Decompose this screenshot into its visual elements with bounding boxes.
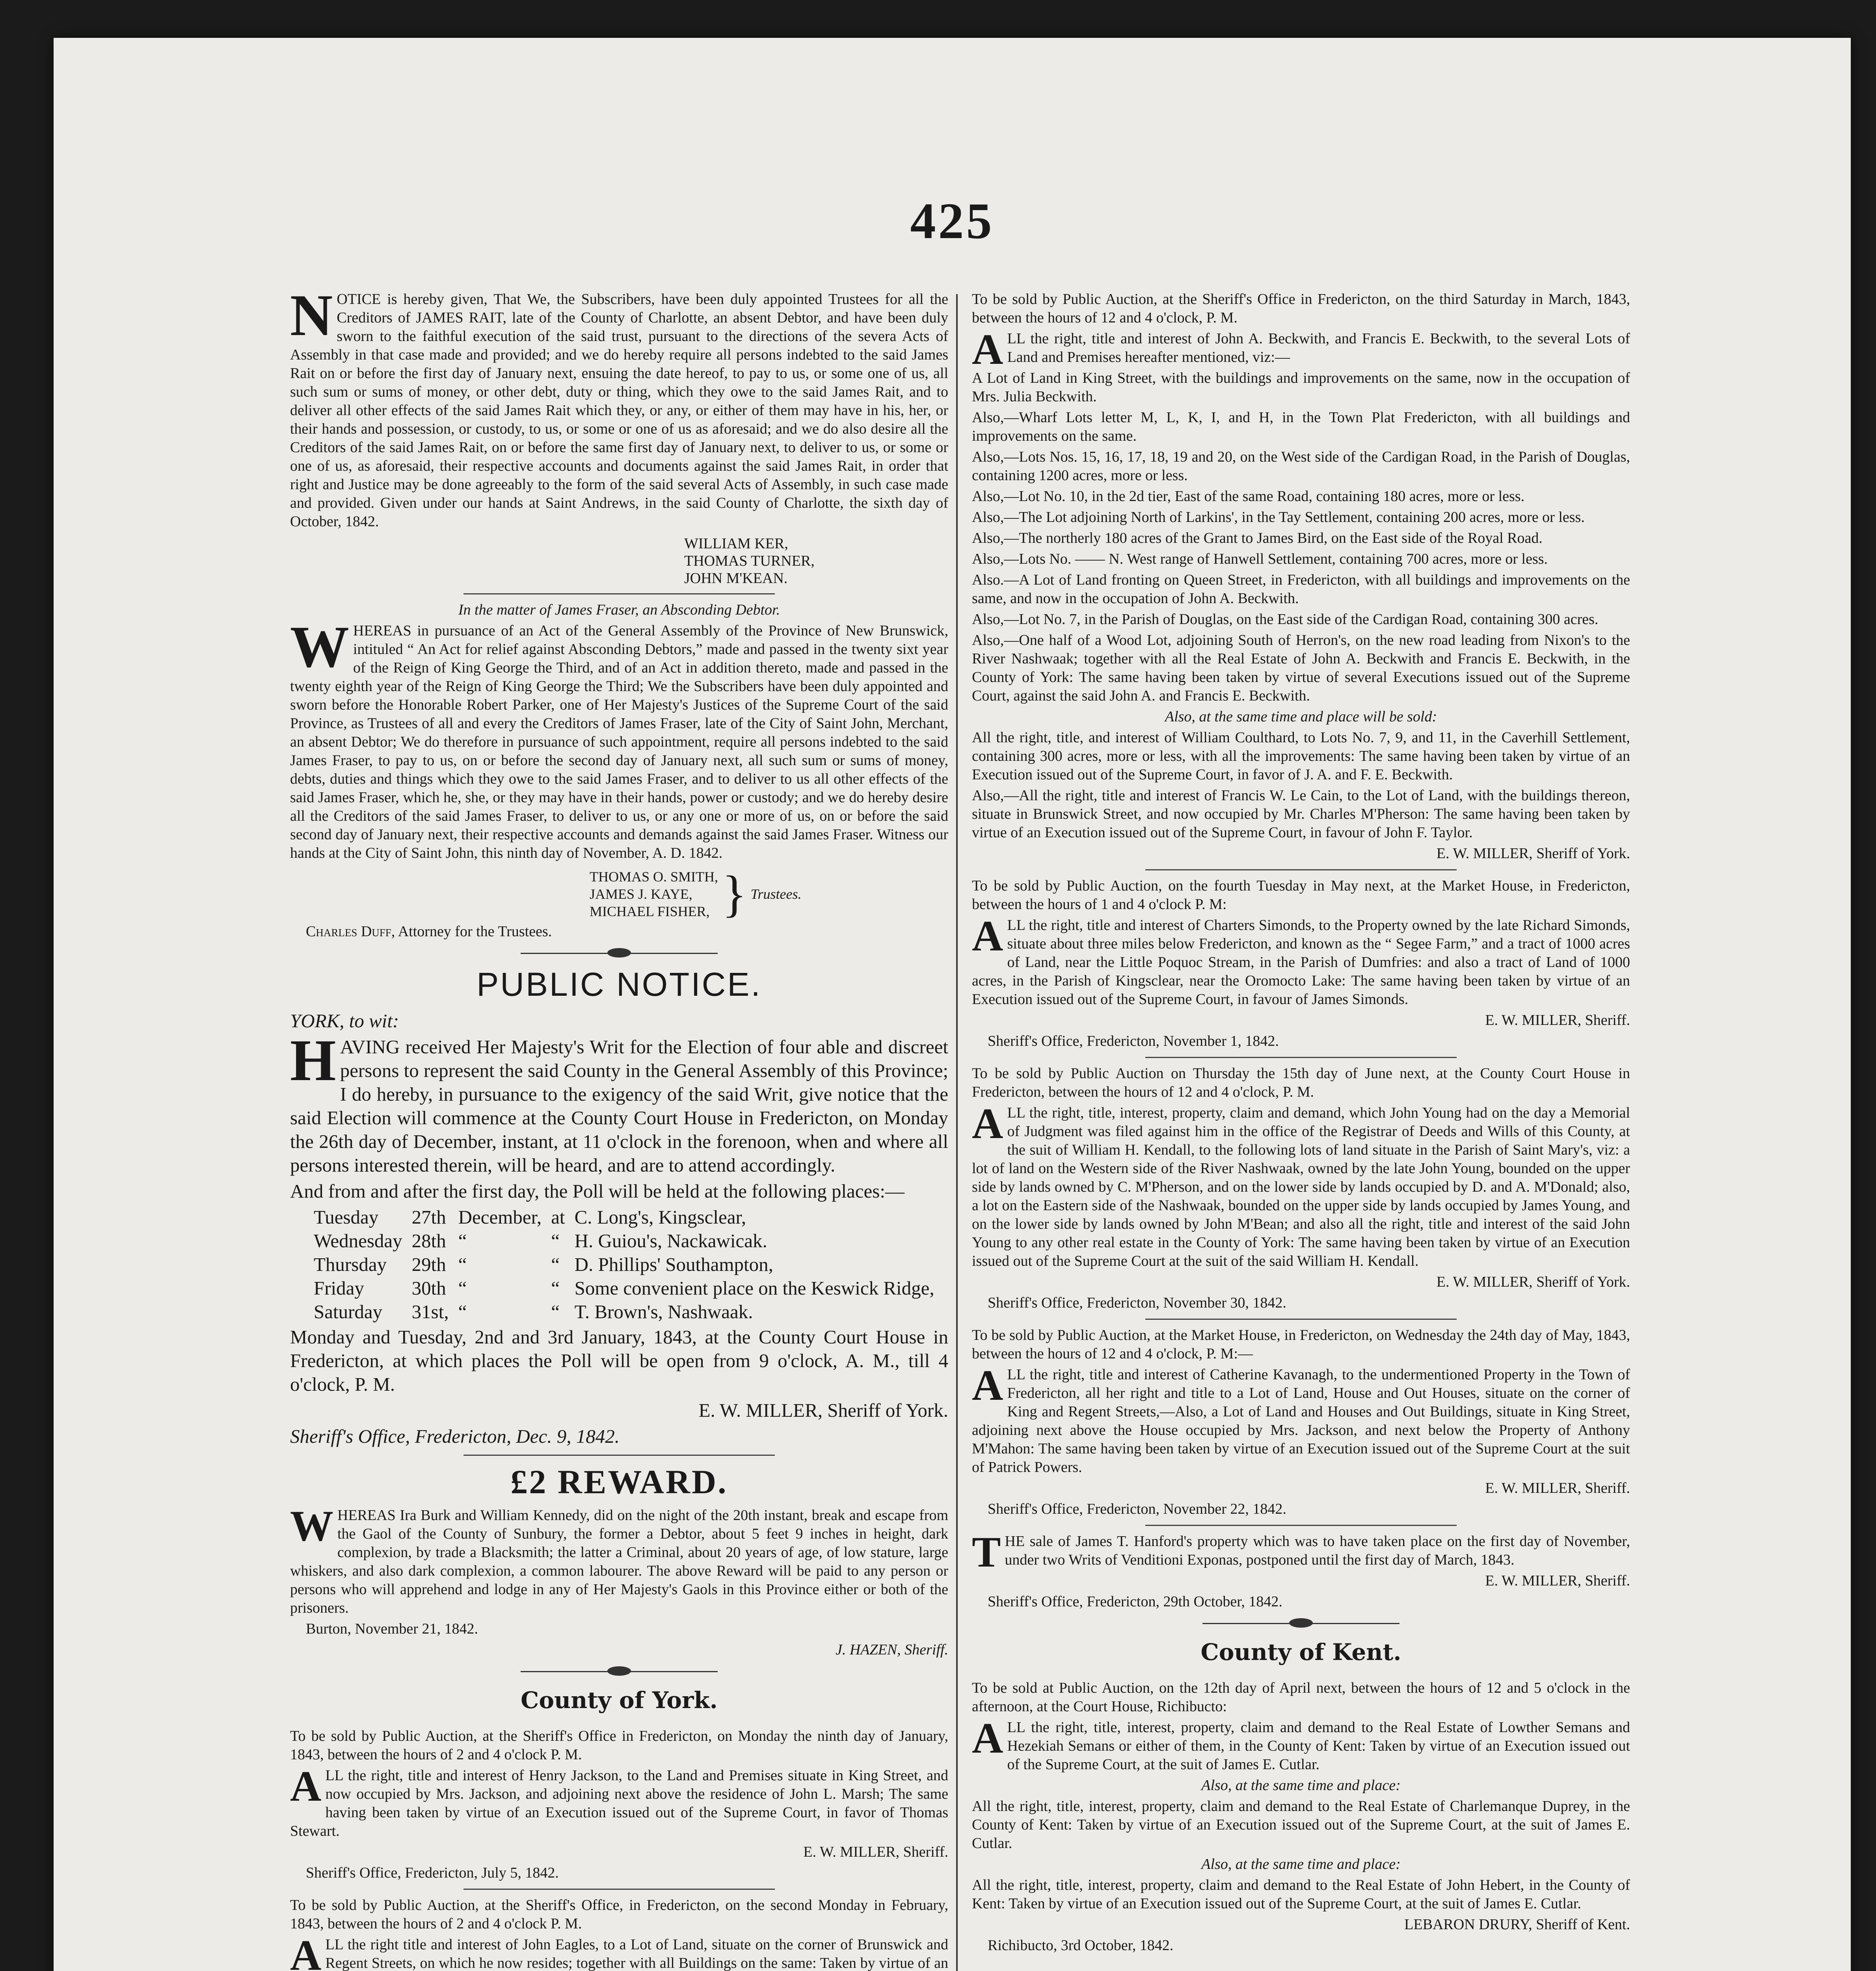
divider — [1145, 1319, 1457, 1320]
reward-body: HEREAS Ira Burk and William Kennedy, did on the night of the 20th instant, break and escape from the Gaol of the County of Sunbury, the former a Debtor, about 5 feet 9 inches in height, dark complexion, by trade a Blacksmith; the latter a Criminal, about 20 years of age, of low stature, large whiskers, and also dark complexion, a common labourer. The above Reward will be paid to any person or persons who will apprehend and lodge in any of Her Majesty's Gaols in this Province either or both of the prisoners. — [290, 1507, 948, 1616]
young-intro: To be sold by Public Auction on Thursday the 15th day of June next, at the County Court House in Fredericton, between the hours of 12 and 4 o'clock, P. M. — [972, 1065, 1630, 1100]
beckwith-item: Also,—The Lot adjoining North of Larkins', in the Tay Settlement, containing 200 acres, more or less. — [972, 509, 1585, 525]
hanford-dated: Sheriff's Office, Fredericton, 29th October, 1842. — [988, 1593, 1282, 1610]
jackson-intro: To be sold by Public Auction, at the Sheriff's Office in Fredericton, on Monday the ninth day of January, 1843, between the hours of 2 and 4 o'clock P. M. — [290, 1728, 948, 1763]
divider — [1145, 869, 1457, 870]
beckwith-item: Also,—Lots No. —— N. West range of Hanwell Settlement, containing 700 acres, more or less. — [972, 551, 1548, 567]
public-notice-title: PUBLIC NOTICE. — [476, 966, 762, 1003]
simonds-intro: To be sold by Public Auction, on the fourth Tuesday in May next, at the Market House, in Fredericton, between the hours of 1 and 4 o'clock P. M: — [972, 877, 1630, 913]
public-notice-body: AVING received Her Majesty's Writ for the Election of four able and discreet persons to represent the said County in the General Assembly of this Province; I do hereby, in pursuance to the exigency of the said Writ, give notice that the said Election will commence at the County Court House in Fredericton, on Monday the 26th day of December, instant, at 11 o'clock in the forenoon, when and where all persons interested therein, will be heard, and are to attend accordingly. — [290, 1036, 948, 1176]
lecain-item: Also,—All the right, title and interest of Francis W. Le Cain, to the Lot of Land, with the buildings thereon, situate in Brunswick Street, and now occupied by Mr. Charles M'Pherson: The same having been taken by virtue of an Execution issued out of the Supreme Court, in favour of John F. Taylor. — [972, 787, 1630, 841]
kavanagh-body: LL the right, title and interest of Catherine Kavanagh, to the undermentioned Property in the Town of Fredericton, all her right and title to a Lot of Land, House and Out Houses, situate on the corner of King and Regent Streets,—Also, a Lot of Land and Houses and Out Buildings, situate in King Street, adjoining next above the House occupied by Mrs. Jackson, and next below the Property of Anthony M'Mahon: The same having been taken by virtue of an Execution issued out of the Supreme Court at the suit of Patrick Powers. — [972, 1366, 1630, 1475]
hebert-item: All the right, title, interest, property, claim and demand to the Real Estate of John Hebert, in the County of Kent: Taken by virtue of an Execution issued out of the Supreme Court, at the suit of James E. Cutlar. — [972, 1877, 1630, 1912]
drop-cap: W — [290, 614, 349, 680]
column-rule — [956, 294, 958, 1971]
kavanagh-signature: E. W. MILLER, Sheriff. — [1485, 1480, 1630, 1496]
poll-row: Saturday 31st, “ “ T. Brown's, Nashwaak. — [314, 1301, 753, 1323]
public-notice — [290, 965, 948, 1448]
trustees-block — [590, 868, 948, 920]
brace: } — [722, 866, 747, 922]
divider — [463, 1455, 775, 1456]
signature-line: WILLIAM KER, — [684, 535, 788, 552]
young-body: LL the right, title, interest, property, claim and demand, which John Young had on the day a Memorial of Judgment was filed against him in the office of the Registrar of Deeds and Wills of this County, at the suit of William H. Kendall, to the following lots of land situate in the Parish of Saint Mary's, viz: a lot of land on the Western side of the River Nashwaak, owned by the late John Young, bounded on the upper side by lands owned by C. M'Pherson, and on the lower side by lands occupied by D. and A. M'Donald; also, a lot on the Eastern side of the Nashwaak, bounded on the upper side by lands occupied by James Young, and on the lower side by lands owned by John M'Bean; and also all the right, title and interest of the said John Young to any other real estate in the County of York: The same having been taken by virtue of an Execution issued out of the Supreme Court at the suit of the said William H. Kendall. — [972, 1105, 1630, 1269]
divider — [463, 593, 775, 594]
drop-cap: T — [972, 1528, 1001, 1576]
attorney-name: Charles Duff — [306, 923, 391, 940]
reward-signature: J. HAZEN, Sheriff. — [835, 1641, 948, 1658]
rait-signatures — [684, 535, 948, 587]
poll-row: Friday 30th “ “ Some convenient place on the Keswick Ridge, — [314, 1277, 934, 1299]
drop-cap: H — [290, 1028, 336, 1093]
beckwith-item: Also,—The northerly 180 acres of the Grant to James Bird, on the East side of the Royal Road. — [972, 530, 1543, 546]
ornament-divider — [1202, 1617, 1400, 1629]
trustee-name: MICHAEL FISHER, — [590, 904, 710, 919]
kent-section — [972, 1639, 1630, 1955]
rait-notice — [290, 290, 948, 587]
hanford-signature: E. W. MILLER, Sheriff. — [1485, 1572, 1630, 1589]
trustees-label: Trustees. — [750, 886, 802, 902]
simonds-body: LL the right, title and interest of Charters Simonds, to the Property owned by the late Richard Simonds, situate about three miles below Fredericton, and known as the “ Segee Farm,” and a tract of 1000 acres of Land, near the Little Poquoc Stream, in the Parish of Dumfries: and also a tract of Land of 1000 acres, in the Parish of Kingsclear, near the Oromocto Lake: The same having been taken by virtue of an Execution issued out of the Supreme Court, in favour of James Simonds. — [972, 917, 1630, 1008]
drop-cap: A — [290, 1931, 322, 1971]
kent-intro: To be sold at Public Auction, on the 12th day of April next, between the hours of 12 and 5 o'clock in the afternoon, at the Court House, Richibucto: — [972, 1680, 1630, 1715]
beckwith-notice — [972, 290, 1630, 863]
beckwith-item: Also,—Lots Nos. 15, 16, 17, 18, 19 and 20, on the West side of the Cardigan Road, in the Parish of Douglas, containing 1200 acres, more or less. — [972, 449, 1630, 484]
reward-notice — [290, 1462, 948, 1659]
poll-intro: And from and after the first day, the Poll will be held at the following places:— — [290, 1180, 904, 1202]
jackson-signature: E. W. MILLER, Sheriff. — [803, 1844, 948, 1860]
kent-body: LL the right, title, interest, property, claim and demand to the Real Estate of Lowther Semans and Hezekiah Semans or either of them, in the County of Kent: Taken by virtue of an Execution issued out of the Supreme Court, at the suit of James E. Cutlar. — [1007, 1719, 1630, 1773]
trustee-name: JAMES J. KAYE, — [590, 886, 692, 902]
young-signature: E. W. MILLER, Sheriff of York. — [1436, 1274, 1630, 1290]
beckwith-intro: To be sold by Public Auction, at the Sheriff's Office in Fredericton, on the third Saturday in March, 1843, between the hours of 12 and 4 o'clock, P. M. — [972, 291, 1630, 326]
young-notice — [972, 1064, 1630, 1312]
eagles-body: LL the right title and interest of John Eagles, to a Lot of Land, situate on the corner of Brunswick and Regent Streets, on which he now resides; together with all Buildings on the same: Taken by virtue of an — [325, 1936, 948, 1971]
drop-cap: A — [972, 1361, 1003, 1409]
public-notice-dated: Sheriff's Office, Fredericton, Dec. 9, 1842. — [290, 1425, 620, 1447]
left-column — [290, 290, 948, 1971]
beckwith-item: Also,—Lot No. 10, in the 2d tier, East of the same Road, containing 180 acres, more or less. — [972, 488, 1525, 505]
coulthard-item: All the right, title, and interest of William Coulthard, to Lots No. 7, 9, and 11, in the Caverhill Settlement, containing 300 acres, more or less, with all the improvements: The same having been taken by virtue of an Execution issued out of the Supreme Court, in favor of J. A. and F. E. Beckwith. — [972, 729, 1630, 783]
eagles-intro: To be sold by Public Auction, at the Sheriff's Office, in Fredericton, on the second Monday in February, 1843, between the hours of 2 and 4 o'clock P. M. — [290, 1897, 948, 1932]
kent-also: Also, at the same time and place: — [1201, 1777, 1401, 1794]
signature-line: THOMAS TURNER, — [684, 553, 815, 569]
reward-title: £2 REWARD. — [510, 1463, 728, 1501]
fraser-title: In the matter of James Fraser, an Absconding Debtor. — [458, 602, 780, 618]
public-notice-signature: E. W. MILLER, Sheriff of York. — [698, 1399, 948, 1421]
dupray-item: All the right, title, interest, property, claim and demand to the Real Estate of Charlemanque Duprey, in the County of Kent: Taken by virtue of an Execution issued out of the Supreme Court, at the suit of James E. Cutlar. — [972, 1798, 1630, 1852]
drop-cap: A — [972, 1099, 1003, 1148]
trustee-name: THOMAS O. SMITH, — [590, 869, 718, 885]
jackson-dated: Sheriff's Office, Fredericton, July 5, 1842. — [306, 1865, 559, 1881]
signature-line: JOHN M'KEAN. — [684, 570, 788, 587]
york-title: County of York. — [521, 1687, 718, 1714]
kent-title: County of Kent. — [1200, 1639, 1401, 1665]
york-section — [290, 1687, 948, 1971]
beckwith-item: Also,—One half of a Wood Lot, adjoining South of Herron's, on the new road leading from Nixon's to the River Nashwaak; together with all the Real Estate of John A. Beckwith and Francis E. Beckwith, in the County of York: The same having been taken by virtue of several Executions issued out of the Supreme Court, against the said John A. and Francis E. Beckwith. — [972, 632, 1630, 704]
poll-row: Thursday 29th “ “ D. Phillips' Southampton, — [314, 1254, 773, 1275]
kavanagh-notice — [972, 1326, 1630, 1518]
poll-table — [314, 1205, 944, 1324]
rait-body: OTICE is hereby given, That We, the Subscribers, have been duly appointed Trustees for all the Creditors of JAMES RAIT, late of the County of Charlotte, an absent Debtor, and have been duly sworn to the faithful execution of the said trust, pursuant to the directions of the severa Acts of Assembly in that case made and provided; and we do hereby require all persons indebted to the said James Rait on or before the first day of January next, ensuing the date hereof, to pay to us, or some one of us, all such sum or sums of money, or other debt, duty or thing, which they owe to the said James Rait, and to deliver all other effects of the said James Rait which they, or any, or either of them may have in his, her, or their hands and possession, or custody, to us, or some or one of us as aforesaid; and we do also desire all the Creditors of the said James Rait, on or before the same first day of January next, to deliver to us, or some or one of us, as aforesaid, their respective accounts and documents against the said James Rait, in order that right and Justice may be done agreeably to the form of the said several Acts of Assembly, in such case made and provided. Given under our hands at Saint Andrews, in the said County of Charlotte, the sixth day of October, 1842. — [290, 291, 948, 530]
kent-signature: LEBARON DRURY, Sheriff of Kent. — [1404, 1916, 1630, 1933]
reward-dated: Burton, November 21, 1842. — [306, 1621, 478, 1637]
kent-dated: Richibucto, 3rd October, 1842. — [988, 1937, 1174, 1954]
drop-cap: A — [972, 1714, 1003, 1762]
drop-cap: W — [290, 1502, 333, 1550]
drop-cap: A — [972, 325, 1003, 373]
hanford-body: HE sale of James T. Hanford's property which was to have taken place on the first day of November, under two Writs of Venditioni Exponas, postponed until the first day of March, 1843. — [1005, 1533, 1630, 1568]
kavanagh-intro: To be sold by Public Auction, at the Market House, in Fredericton, on Wednesday the 24th day of May, 1843, between the hours of 12 and 4 o'clock, P. M:— — [972, 1327, 1630, 1362]
page-number: 425 — [910, 193, 994, 250]
poll-closing: Monday and Tuesday, 2nd and 3rd January, 1843, at the County Court House in Fredericton, at which places the Poll will be open from 9 o'clock, A. M., till 4 o'clock, P. M. — [290, 1326, 948, 1395]
hanford-notice — [972, 1528, 1630, 1611]
simonds-signature: E. W. MILLER, Sheriff. — [1485, 1012, 1630, 1028]
young-dated: Sheriff's Office, Fredericton, November 30, 1842. — [988, 1295, 1286, 1311]
attorney-rest: , Attorney for the Trustees. — [391, 923, 552, 940]
newspaper-page — [54, 38, 1851, 1971]
beckwith-item: A Lot of Land in King Street, with the buildings and improvements on the same, now in the occupation of Mrs. Julia Beckwith. — [972, 370, 1630, 405]
kent-also: Also, at the same time and place: — [1201, 1856, 1401, 1872]
beckwith-item: Also,—Wharf Lots letter M, L, K, I, and H, in the Town Plat Fredericton, with all buildings and improvements on the same. — [972, 409, 1630, 444]
fraser-body: HEREAS in pursuance of an Act of the General Assembly of the Province of New Brunswick, intituled “ An Act for relief against Absconding Debtors,” made and passed in the twenty sixt year of the Reign of King George the Third, and of an Act in addition thereto, made and passed in the twenty eighth year of the Reign of King George the Third; We the Subscribers have been duly appointed and sworn before the Honorable Robert Parker, one of Her Majesty's Justices of the Supreme Court of the said Province, as Trustees of all and every the Creditors of James Fraser, late of the City of Saint John, Merchant, an absent Debtor; We do therefore in pursuance of such appointment, require all persons indebted to the said James Fraser, to pay to us, on or before the second day of January next, all such sum or sums of money, debts, duties and things which they owe to the said James Fraser, and to deliver to us all other effects of the said James Fraser, which he, she, or they may have in their hands, power or custody; and we do hereby desire all the Creditors of the said James Fraser, to deliver to us, or any one or more of us, on or before the said second day of January next, their respective accounts and demands against the said James Fraser. Witness our hands at the City of Saint John, this ninth day of November, A. D. 1842. — [290, 622, 948, 861]
ornament-divider — [521, 1665, 718, 1677]
drop-cap: A — [972, 912, 1003, 960]
beckwith-signature: E. W. MILLER, Sheriff of York. — [1436, 845, 1630, 862]
jackson-body: LL the right, title and interest of Henry Jackson, to the Land and Premises situate in King Street, and now occupied by Mrs. Jackson, and adjoining next above the residence of John L. Marsh; The same having been taken by virtue of an Execution issued out of the Supreme Court, in favor of Thomas Stewart. — [290, 1767, 948, 1839]
also-same-time: Also, at the same time and place will be sold: — [1165, 708, 1437, 725]
drop-cap: N — [290, 290, 333, 348]
fraser-notice — [290, 601, 948, 941]
poll-row: Tuesday 27th December, at C. Long's, Kingsclear, — [314, 1206, 746, 1228]
drop-cap: A — [290, 1762, 322, 1810]
divider — [463, 1889, 775, 1890]
public-notice-place: YORK, to wit: — [290, 1010, 399, 1032]
right-column — [972, 290, 1630, 1971]
beckwith-item: Also.—A Lot of Land fronting on Queen Street, in Fredericton, with all buildings and improvements on the same, and now in the occupation of John A. Beckwith. — [972, 572, 1630, 607]
poll-row: Wednesday 28th “ “ H. Guiou's, Nackawicak. — [314, 1230, 767, 1252]
ornament-divider — [521, 947, 718, 959]
kavanagh-dated: Sheriff's Office, Fredericton, November 22, 1842. — [988, 1501, 1286, 1517]
beckwith-body: LL the right, title and interest of John A. Beckwith, and Francis E. Beckwith, to the several Lots of Land and Premises hereafter mentioned, viz:— — [1007, 330, 1630, 365]
simonds-dated: Sheriff's Office, Fredericton, November 1, 1842. — [988, 1033, 1279, 1049]
beckwith-item: Also,—Lot No. 7, in the Parish of Douglas, on the East side of the Cardigan Road, containing 300 acres. — [972, 611, 1599, 628]
divider — [1145, 1525, 1457, 1526]
divider — [1145, 1057, 1457, 1058]
simonds-notice — [972, 877, 1630, 1051]
